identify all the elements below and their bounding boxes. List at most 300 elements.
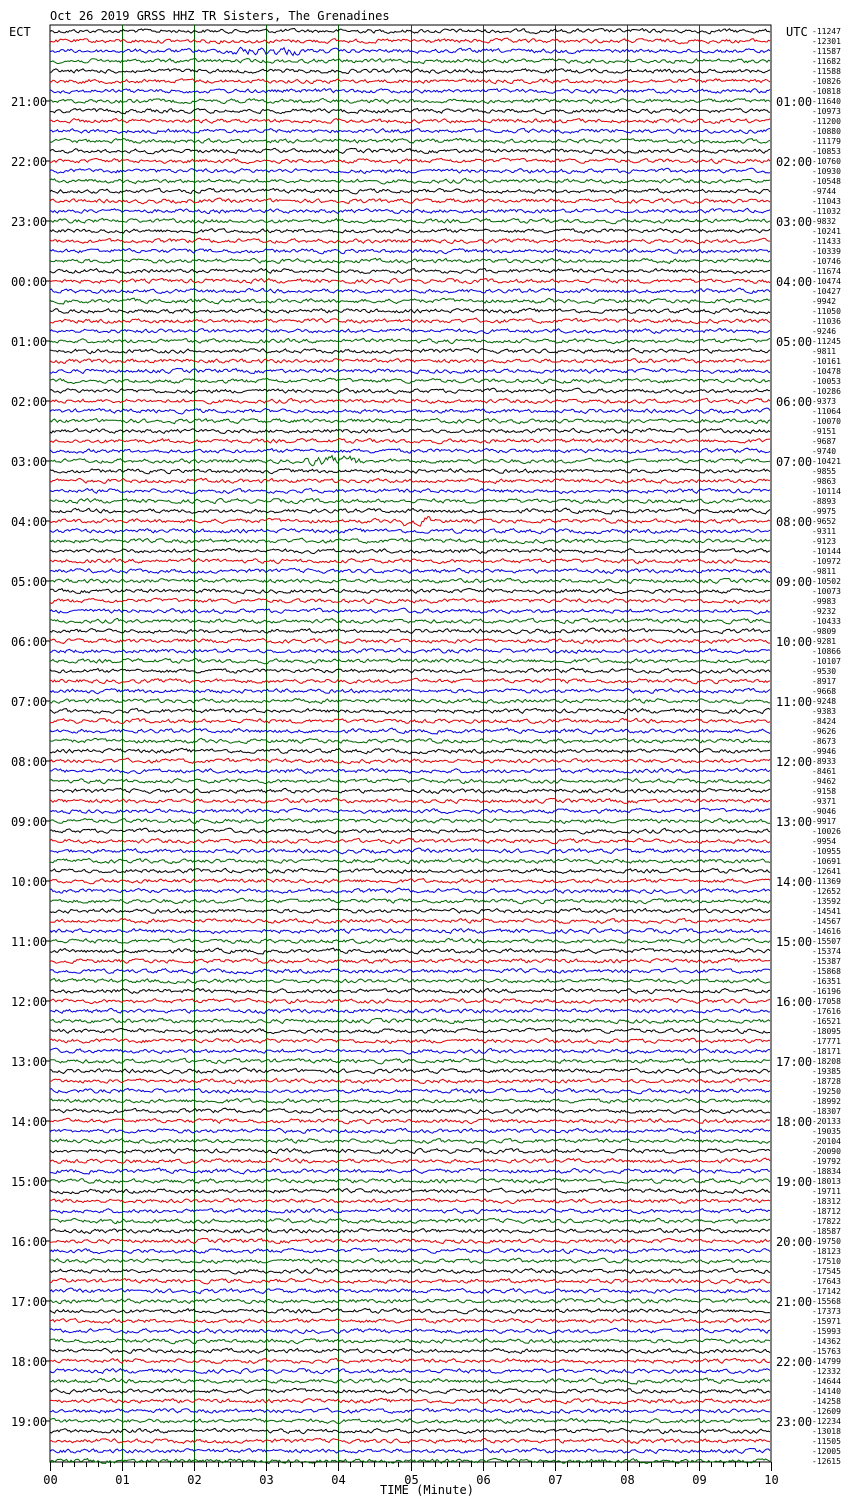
trace-line xyxy=(50,728,770,734)
chart-title: Oct 26 2019 GRSS HHZ TR Sisters, The Grenadines xyxy=(50,9,390,23)
trace-offset-label: -10026 xyxy=(812,827,841,836)
trace-offset-label: -8933 xyxy=(812,757,837,766)
trace-line xyxy=(50,928,770,933)
trace-offset-label: -8673 xyxy=(812,737,837,746)
trace-line xyxy=(50,699,770,704)
trace-line xyxy=(50,398,770,404)
trace-line xyxy=(50,329,770,334)
left-timezone-label: ECT xyxy=(9,25,31,39)
right-hour-label: 02:00 xyxy=(776,155,813,169)
trace-line xyxy=(50,478,770,483)
trace-offset-label: -11247 xyxy=(812,27,841,36)
trace-offset-label: -10930 xyxy=(812,167,841,176)
trace-offset-label: -9158 xyxy=(812,787,837,796)
trace-offset-label: -14140 xyxy=(812,1387,841,1396)
trace-offset-label: -20104 xyxy=(812,1137,841,1146)
trace-line xyxy=(50,428,770,433)
trace-offset-label: -17373 xyxy=(812,1307,841,1316)
trace-offset-label: -18728 xyxy=(812,1077,841,1086)
trace-offset-label: -17643 xyxy=(812,1277,841,1286)
label-layer xyxy=(11,27,841,1487)
trace-offset-label: -9371 xyxy=(812,797,837,806)
trace-line xyxy=(50,338,770,343)
left-hour-label: 15:00 xyxy=(11,1175,48,1189)
trace-line xyxy=(50,1139,770,1144)
left-hour-label: 18:00 xyxy=(11,1355,48,1369)
trace-offset-label: -9942 xyxy=(812,297,837,306)
trace-line xyxy=(50,69,770,74)
trace-offset-label: -10107 xyxy=(812,657,841,666)
trace-line xyxy=(50,819,770,824)
trace-line xyxy=(50,938,770,943)
trace-line xyxy=(50,738,770,743)
trace-offset-label: -9281 xyxy=(812,637,837,646)
left-hour-label: 12:00 xyxy=(11,995,48,1009)
trace-offset-label: -10955 xyxy=(812,847,841,856)
trace-line xyxy=(50,1048,770,1054)
right-hour-label: 03:00 xyxy=(776,215,813,229)
trace-line xyxy=(50,388,770,393)
trace-offset-label: -11200 xyxy=(812,117,841,126)
trace-line xyxy=(50,1348,770,1353)
trace-offset-label: -15868 xyxy=(812,967,841,976)
trace-line xyxy=(50,1068,770,1074)
trace-offset-label: -11587 xyxy=(812,47,841,56)
trace-offset-label: -10746 xyxy=(812,257,841,266)
trace-line xyxy=(50,1099,770,1104)
trace-line xyxy=(50,168,770,173)
trace-offset-label: -18208 xyxy=(812,1057,841,1066)
trace-line xyxy=(50,38,770,44)
trace-line xyxy=(50,1218,770,1223)
trace-offset-label: -11682 xyxy=(812,57,841,66)
right-hour-label: 19:00 xyxy=(776,1175,813,1189)
trace-line xyxy=(50,498,770,503)
trace-offset-label: -16351 xyxy=(812,977,841,986)
trace-offset-label: -14644 xyxy=(812,1377,841,1386)
trace-offset-label: -12609 xyxy=(812,1407,841,1416)
trace-offset-label: -19385 xyxy=(812,1067,841,1076)
trace-line xyxy=(50,278,770,283)
trace-line xyxy=(50,758,770,764)
trace-offset-label: -19711 xyxy=(812,1187,841,1196)
trace-line xyxy=(50,269,770,274)
trace-line xyxy=(50,218,770,223)
trace-offset-label: -9373 xyxy=(812,397,837,406)
trace-offset-label: -10818 xyxy=(812,87,841,96)
trace-line xyxy=(50,348,770,353)
trace-line xyxy=(50,1158,770,1163)
trace-offset-label: -9652 xyxy=(812,517,837,526)
trace-line xyxy=(50,1108,770,1113)
trace-offset-label: -9687 xyxy=(812,437,837,446)
trace-offset-label: -10972 xyxy=(812,557,841,566)
trace-offset-label: -11043 xyxy=(812,197,841,206)
trace-line xyxy=(50,1428,770,1433)
trace-line xyxy=(50,1268,770,1274)
trace-line xyxy=(50,768,770,773)
trace-offset-label: -9809 xyxy=(812,627,837,636)
trace-line xyxy=(50,1018,770,1023)
trace-offset-label: -12005 xyxy=(812,1447,841,1456)
trace-offset-label: -10144 xyxy=(812,547,841,556)
trace-line xyxy=(50,378,770,383)
trace-line xyxy=(50,1188,770,1194)
trace-offset-label: -9462 xyxy=(812,777,837,786)
x-tick-label: 07 xyxy=(548,1473,563,1487)
grid-layer xyxy=(50,25,771,1462)
trace-offset-label: -15763 xyxy=(812,1347,841,1356)
trace-line xyxy=(50,178,770,184)
trace-line xyxy=(50,1088,770,1093)
left-hour-label: 11:00 xyxy=(11,935,48,949)
trace-line xyxy=(50,1378,770,1384)
trace-offset-label: -10973 xyxy=(812,107,841,116)
trace-line xyxy=(50,528,770,534)
trace-offset-label: -15374 xyxy=(812,947,841,956)
trace-line xyxy=(50,958,770,963)
trace-offset-label: -10161 xyxy=(812,357,841,366)
trace-line xyxy=(50,318,770,324)
right-hour-label: 07:00 xyxy=(776,455,813,469)
trace-line xyxy=(50,838,770,844)
trace-line xyxy=(50,1279,770,1285)
trace-line xyxy=(50,898,770,903)
trace-line xyxy=(50,1298,770,1303)
trace-offset-label: -9626 xyxy=(812,727,837,736)
trace-offset-label: -17822 xyxy=(812,1217,841,1226)
trace-line xyxy=(50,718,770,723)
trace-offset-label: -11433 xyxy=(812,237,841,246)
x-tick-label: 03 xyxy=(259,1473,274,1487)
trace-line xyxy=(50,888,770,893)
trace-line xyxy=(50,358,770,363)
left-hour-label: 14:00 xyxy=(11,1115,48,1129)
trace-line xyxy=(50,489,770,494)
trace-offset-label: -19250 xyxy=(812,1087,841,1096)
right-hour-label: 22:00 xyxy=(776,1355,813,1369)
trace-offset-label: -15507 xyxy=(812,937,841,946)
right-hour-label: 15:00 xyxy=(776,935,813,949)
trace-line xyxy=(50,78,770,83)
plot-frame xyxy=(50,25,771,1462)
trace-line xyxy=(50,648,770,653)
trace-offset-label: -10070 xyxy=(812,417,841,426)
trace-offset-label: -18834 xyxy=(812,1167,841,1176)
left-hour-label: 16:00 xyxy=(11,1235,48,1249)
trace-offset-label: -15993 xyxy=(812,1327,841,1336)
trace-offset-label: -10433 xyxy=(812,617,841,626)
trace-offset-label: -14362 xyxy=(812,1337,841,1346)
x-tick-label: 08 xyxy=(620,1473,635,1487)
trace-line xyxy=(50,1309,770,1314)
trace-line xyxy=(50,456,770,466)
trace-offset-label: -10421 xyxy=(812,457,841,466)
trace-offset-label: -10474 xyxy=(812,277,841,286)
trace-line xyxy=(50,1318,770,1323)
trace-line xyxy=(50,469,770,474)
trace-offset-label: -18307 xyxy=(812,1107,841,1116)
trace-line xyxy=(50,1008,770,1013)
x-tick-label: 06 xyxy=(476,1473,491,1487)
trace-offset-label: -9248 xyxy=(812,697,837,706)
trace-line xyxy=(50,628,770,634)
trace-offset-label: -9383 xyxy=(812,707,837,716)
trace-offset-label: -9832 xyxy=(812,217,837,226)
trace-line xyxy=(50,47,770,55)
trace-line xyxy=(50,1388,770,1394)
trace-line xyxy=(50,808,770,813)
trace-line xyxy=(50,578,770,583)
trace-line xyxy=(50,188,770,194)
trace-line xyxy=(50,879,770,884)
trace-layer xyxy=(50,29,770,1464)
right-hour-label: 12:00 xyxy=(776,755,813,769)
left-hour-label: 07:00 xyxy=(11,695,48,709)
left-hour-label: 13:00 xyxy=(11,1055,48,1069)
trace-line xyxy=(50,1058,770,1064)
left-hour-label: 02:00 xyxy=(11,395,48,409)
trace-line xyxy=(50,1248,770,1253)
trace-line xyxy=(50,748,770,754)
trace-offset-label: -9123 xyxy=(812,537,837,546)
trace-line xyxy=(50,538,770,544)
left-hour-label: 06:00 xyxy=(11,635,48,649)
trace-offset-label: -9151 xyxy=(812,427,837,436)
trace-line xyxy=(50,109,770,114)
trace-offset-label: -10286 xyxy=(812,387,841,396)
trace-offset-label: -10866 xyxy=(812,647,841,656)
trace-offset-label: -15387 xyxy=(812,957,841,966)
right-timezone-label: UTC xyxy=(786,25,808,39)
trace-line xyxy=(50,1288,770,1294)
trace-offset-label: -14616 xyxy=(812,927,841,936)
trace-offset-label: -14799 xyxy=(812,1357,841,1366)
trace-offset-label: -17142 xyxy=(812,1287,841,1296)
trace-line xyxy=(50,1128,770,1133)
x-tick-label: 09 xyxy=(692,1473,707,1487)
trace-offset-label: -20090 xyxy=(812,1147,841,1156)
trace-offset-label: -9811 xyxy=(812,567,837,576)
trace-offset-label: -9740 xyxy=(812,447,837,456)
right-hour-label: 21:00 xyxy=(776,1295,813,1309)
trace-offset-label: -10073 xyxy=(812,587,841,596)
trace-line xyxy=(50,1398,770,1404)
trace-line xyxy=(50,708,770,713)
trace-line xyxy=(50,89,770,94)
right-hour-label: 23:00 xyxy=(776,1415,813,1429)
trace-line xyxy=(50,868,770,873)
trace-line xyxy=(50,948,770,954)
right-hour-label: 05:00 xyxy=(776,335,813,349)
trace-line xyxy=(50,678,770,683)
right-hour-label: 10:00 xyxy=(776,635,813,649)
trace-offset-label: -9975 xyxy=(812,507,837,516)
trace-line xyxy=(50,448,770,453)
trace-offset-label: -10241 xyxy=(812,227,841,236)
trace-offset-label: -10691 xyxy=(812,857,841,866)
trace-line xyxy=(50,1199,770,1204)
trace-line xyxy=(50,439,770,444)
trace-line xyxy=(50,98,770,103)
trace-offset-label: -17058 xyxy=(812,997,841,1006)
trace-line xyxy=(50,568,770,573)
right-hour-label: 04:00 xyxy=(776,275,813,289)
trace-offset-label: -10502 xyxy=(812,577,841,586)
trace-line xyxy=(50,1368,770,1373)
trace-offset-label: -11032 xyxy=(812,207,841,216)
trace-offset-label: -9811 xyxy=(812,347,837,356)
trace-offset-label: -9232 xyxy=(812,607,837,616)
right-hour-label: 16:00 xyxy=(776,995,813,1009)
trace-line xyxy=(50,659,770,664)
trace-offset-label: -18992 xyxy=(812,1097,841,1106)
trace-offset-label: -9530 xyxy=(812,667,837,676)
trace-offset-label: -10826 xyxy=(812,77,841,86)
trace-line xyxy=(50,1208,770,1213)
right-hour-label: 06:00 xyxy=(776,395,813,409)
left-hour-label: 03:00 xyxy=(11,455,48,469)
trace-offset-label: -19750 xyxy=(812,1237,841,1246)
trace-line xyxy=(50,1118,770,1123)
left-hour-label: 22:00 xyxy=(11,155,48,169)
left-hour-label: 19:00 xyxy=(11,1415,48,1429)
trace-offset-label: -12234 xyxy=(812,1417,841,1426)
trace-line xyxy=(50,968,770,974)
trace-line xyxy=(50,688,770,693)
trace-line xyxy=(50,549,770,554)
trace-line xyxy=(50,308,770,314)
trace-offset-label: -13592 xyxy=(812,897,841,906)
left-hour-label: 00:00 xyxy=(11,275,48,289)
trace-line xyxy=(50,1038,770,1043)
trace-offset-label: -11588 xyxy=(812,67,841,76)
trace-offset-label: -11674 xyxy=(812,267,841,276)
x-tick-label: 04 xyxy=(331,1473,346,1487)
trace-line xyxy=(50,798,770,803)
trace-line xyxy=(50,859,770,864)
trace-offset-label: -9246 xyxy=(812,327,837,336)
trace-line xyxy=(50,1359,770,1364)
trace-offset-label: -12301 xyxy=(812,37,841,46)
trace-line xyxy=(50,988,770,993)
trace-line xyxy=(50,508,770,514)
right-hour-label: 18:00 xyxy=(776,1115,813,1129)
trace-line xyxy=(50,919,770,924)
trace-offset-label: -14567 xyxy=(812,917,841,926)
trace-line xyxy=(50,249,770,254)
trace-offset-label: -9917 xyxy=(812,817,837,826)
right-hour-label: 01:00 xyxy=(776,95,813,109)
trace-line xyxy=(50,908,770,913)
trace-offset-label: -11640 xyxy=(812,97,841,106)
trace-line xyxy=(50,598,770,603)
left-hour-label: 08:00 xyxy=(11,755,48,769)
trace-offset-label: -18712 xyxy=(812,1207,841,1216)
trace-offset-label: -8893 xyxy=(812,497,837,506)
left-hour-label: 17:00 xyxy=(11,1295,48,1309)
trace-offset-label: -10427 xyxy=(812,287,841,296)
trace-line xyxy=(50,229,770,234)
trace-line xyxy=(50,298,770,304)
trace-offset-label: -9744 xyxy=(812,187,837,196)
trace-offset-label: -8917 xyxy=(812,677,837,686)
trace-line xyxy=(50,608,770,614)
trace-line xyxy=(50,1408,770,1414)
trace-offset-label: -9311 xyxy=(812,527,837,536)
trace-offset-label: -10114 xyxy=(812,487,841,496)
trace-offset-label: -10548 xyxy=(812,177,841,186)
trace-line xyxy=(50,119,770,124)
left-hour-label: 04:00 xyxy=(11,515,48,529)
trace-offset-label: -10853 xyxy=(812,147,841,156)
trace-offset-label: -9983 xyxy=(812,597,837,606)
trace-offset-label: -9863 xyxy=(812,477,837,486)
trace-offset-label: -17771 xyxy=(812,1037,841,1046)
trace-offset-label: -11245 xyxy=(812,337,841,346)
trace-offset-label: -11369 xyxy=(812,877,841,886)
trace-line xyxy=(50,1438,770,1443)
trace-offset-label: -10478 xyxy=(812,367,841,376)
x-tick-label: 10 xyxy=(764,1473,779,1487)
trace-line xyxy=(50,1448,770,1453)
trace-line xyxy=(50,639,770,644)
left-hour-label: 01:00 xyxy=(11,335,48,349)
trace-offset-label: -18095 xyxy=(812,1027,841,1036)
trace-line xyxy=(50,828,770,834)
trace-line xyxy=(50,208,770,213)
trace-offset-label: -18587 xyxy=(812,1227,841,1236)
trace-offset-label: -9954 xyxy=(812,837,837,846)
trace-line xyxy=(50,138,770,143)
trace-offset-label: -11179 xyxy=(812,137,841,146)
trace-offset-label: -10760 xyxy=(812,157,841,166)
x-tick-label: 00 xyxy=(43,1473,58,1487)
trace-line xyxy=(50,1228,770,1233)
right-hour-label: 09:00 xyxy=(776,575,813,589)
trace-offset-label: -19035 xyxy=(812,1127,841,1136)
trace-offset-label: -11505 xyxy=(812,1437,841,1446)
trace-offset-label: -18123 xyxy=(812,1247,841,1256)
trace-offset-label: -15568 xyxy=(812,1297,841,1306)
trace-offset-label: -10339 xyxy=(812,247,841,256)
left-hour-label: 23:00 xyxy=(11,215,48,229)
trace-line xyxy=(50,148,770,154)
trace-offset-label: -9855 xyxy=(812,467,837,476)
trace-offset-label: -11036 xyxy=(812,317,841,326)
trace-offset-label: -12615 xyxy=(812,1457,841,1466)
x-tick-label: 01 xyxy=(115,1473,130,1487)
x-axis-title: TIME (Minute) xyxy=(380,1483,474,1497)
trace-line xyxy=(50,288,770,293)
trace-offset-label: -19792 xyxy=(812,1157,841,1166)
trace-line xyxy=(50,29,770,34)
trace-line xyxy=(50,1258,770,1263)
trace-offset-label: -12332 xyxy=(812,1367,841,1376)
x-tick-label: 05 xyxy=(404,1473,419,1487)
trace-offset-label: -14541 xyxy=(812,907,841,916)
trace-line xyxy=(50,517,770,527)
trace-line xyxy=(50,128,770,133)
trace-offset-label: -13018 xyxy=(812,1427,841,1436)
trace-line xyxy=(50,1148,770,1153)
right-hour-label: 11:00 xyxy=(776,695,813,709)
trace-offset-label: -14258 xyxy=(812,1397,841,1406)
trace-line xyxy=(50,1178,770,1184)
trace-line xyxy=(50,779,770,784)
trace-line xyxy=(50,258,770,263)
trace-offset-label: -12652 xyxy=(812,887,841,896)
